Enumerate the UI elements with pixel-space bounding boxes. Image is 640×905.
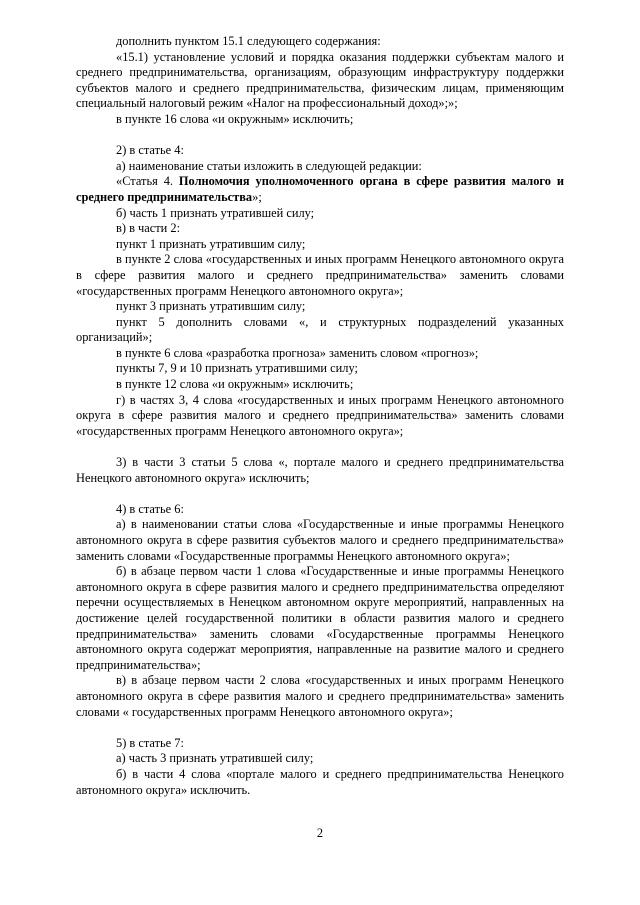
page-number: 2 <box>316 826 324 840</box>
paragraph: пункт 5 дополнить словами «, и структурных подразделений указанных организаций»; <box>76 314 564 345</box>
paragraph: 3) в части 3 статьи 5 слова «, портале малого и среднего предпринимательства Ненецкого автономного округа» исключить; <box>76 455 564 485</box>
paragraph: б) в абзаце первом части 1 слова «Государственные и иные программы Ненецкого автономного округа в сфере развития малого и среднего предпринимательства определяют перечни осуществляемых в Ненецком автономном округе мероприятий, направленных на достижение целей государственной политики в области развития малого и среднего предпринимательства» заменить словами «Государственные программы Ненецкого автономного округа содержат мероприятия, направленные на развитие малого и среднего предпринимательства»; <box>76 564 564 672</box>
paragraph <box>76 174 564 205</box>
paragraph: 2) в статье 4: <box>116 143 184 158</box>
paragraph: б) в части 4 слова «портале малого и среднего предпринимательства Ненецкого автономного округа» исключить. <box>76 766 564 797</box>
paragraph: пункты 7, 9 и 10 признать утратившими силу; <box>116 361 358 376</box>
paragraph: пункт 1 признать утратившим силу; <box>116 236 306 251</box>
paragraph: в пункте 6 слова «разработка прогноза» заменить словом «прогноз»; <box>116 345 479 360</box>
paragraph: б) часть 1 признать утратившей силу; <box>116 205 315 220</box>
paragraph-gap <box>76 439 564 455</box>
paragraph: в) в части 2: <box>116 221 181 236</box>
paragraph: г) в частях 3, 4 слова «государственных и иных программ Ненецкого автономного округа в сфере развития малого и среднего предпринимательства» заменить словами «государственных программ Ненецкого автономного округа»; <box>76 392 564 438</box>
paragraph: в пункте 12 слова «и окружным» исключить; <box>116 377 354 392</box>
paragraph: в пункте 2 слова «государственных и иных программ Ненецкого автономного округа в сфере развития малого и среднего предпринимательства» заменить словами «государственных программ Ненецкого автономного округа»; <box>76 252 564 298</box>
paragraph-text: «Статья 4. <box>116 174 179 189</box>
paragraph: в) в абзаце первом части 2 слова «государственных и иных программ Ненецкого автономного округа в сфере развития малого и среднего предпринимательства» заменить словами « государственных программ Ненецкого автономного округа»; <box>76 673 564 719</box>
paragraph-text: »; <box>252 189 262 204</box>
paragraph: 4) в статье 6: <box>116 501 184 516</box>
paragraph: а) в наименовании статьи слова «Государственные и иные программы Ненецкого автономного округа в сфере развития субъектов малого и среднего предпринимательства» заменить словами «Государственные программы Ненецкого автономного округа»; <box>76 517 564 563</box>
paragraph: а) часть 3 признать утратившей силу; <box>116 751 314 766</box>
paragraph: а) наименование статьи изложить в следующей редакции: <box>116 158 422 173</box>
paragraph-gap <box>76 128 564 144</box>
paragraph-gap <box>76 720 564 736</box>
paragraph: 5) в статье 7: <box>116 735 184 750</box>
paragraph: «15.1) установление условий и порядка оказания поддержки субъектам малого и среднего предпринимательства, организациям, образующим инфраструктуру поддержки субъектов малого и среднего предпринимательства, физическим лицам, применяющим специальный налоговый режим «Налог на профессиональный доход»;»; <box>76 49 564 111</box>
paragraph: в пункте 16 слова «и окружным» исключить; <box>116 111 354 126</box>
article-title-bold: Полномочия уполномоченного органа в сфере развития малого и среднего предпринимательства <box>76 174 564 204</box>
paragraph: пункт 3 признать утратившим силу; <box>116 299 306 314</box>
document-body <box>76 34 564 798</box>
paragraph: дополнить пунктом 15.1 следующего содержания: <box>116 34 381 48</box>
paragraph-gap <box>76 486 564 502</box>
